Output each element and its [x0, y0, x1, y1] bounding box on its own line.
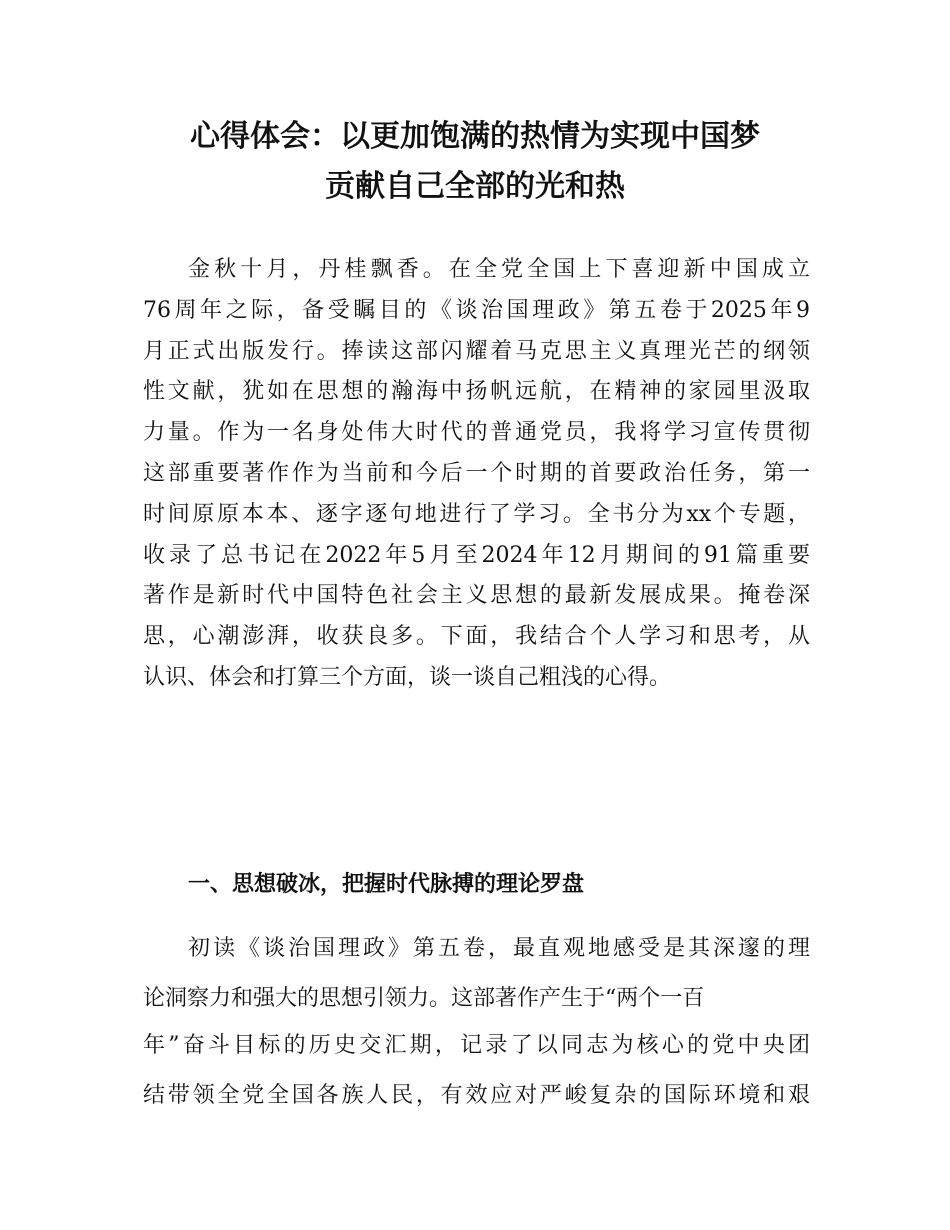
text-line: 性文献，犹如在思想的瀚海中扬帆远航，在精神的家园里汲取: [143, 379, 810, 404]
text-line: 收录了总书记在2022年5月至2024年12月期间的91篇重要: [143, 543, 810, 568]
document-title-line-1: 心得体会：以更加饱满的热情为实现中国梦: [190, 119, 760, 154]
text-line: 金秋十月，丹桂飘香。在全党全国上下喜迎新中国成立: [188, 257, 810, 282]
section-heading: 一、思想破冰，把握时代脉搏的理论罗盘: [188, 872, 585, 897]
text-line: 认识、体会和打算三个方面，谈一谈自己粗浅的心得。: [143, 665, 672, 690]
text-line: 论洞察力和强大的思想引领力。这部著作产生于“两个一百: [143, 986, 705, 1011]
text-line: 年”奋斗目标的历史交汇期，记录了以同志为核心的党中央团: [143, 1033, 810, 1058]
text-line: 初读《谈治国理政》第五卷，最直观地感受是其深邃的理: [188, 936, 810, 961]
document-title-line-2: 贡献自己全部的光和热: [325, 169, 625, 204]
text-line: 时间原原本本、逐字逐句地进行了学习。全书分为xx个专题，: [143, 502, 810, 527]
text-line: 结带领全党全国各族人民，有效应对严峻复杂的国际环境和艰: [143, 1083, 810, 1108]
text-line: 著作是新时代中国特色社会主义思想的最新发展成果。掩卷深: [143, 583, 810, 608]
text-line: 76周年之际，备受瞩目的《谈治国理政》第五卷于2025年9: [143, 298, 810, 323]
text-line: 月正式出版发行。捧读这部闪耀着马克思主义真理光芒的纲领: [143, 339, 810, 364]
text-line: 这部重要著作作为当前和今后一个时期的首要政治任务，第一: [143, 461, 810, 486]
text-line: 力量。作为一名身处伟大时代的普通党员，我将学习宣传贯彻: [143, 420, 810, 445]
text-line: 思，心潮澎湃，收获良多。下面，我结合个人学习和思考，从: [143, 624, 810, 649]
